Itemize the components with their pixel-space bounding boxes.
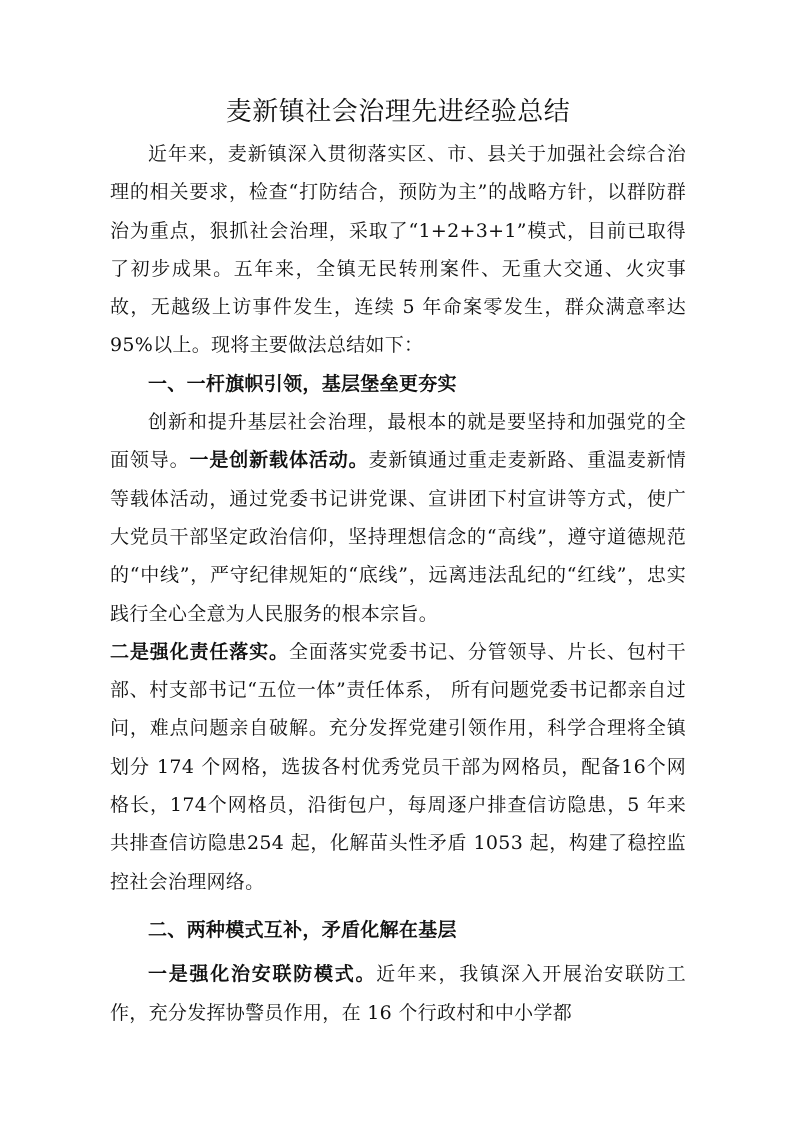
section-1-point-2-label: 二是强化责任落实。 [110, 640, 289, 663]
section-2-heading: 二、两种模式互补，矛盾化解在基层 [148, 918, 457, 941]
document-page [110, 92, 686, 1032]
intro-paragraph: 近年来，麦新镇深入贯彻落实区、市、县关于加强社会综合治理的相关要求，检查“打防结合，预防为主”的战略方针，以群防群治为重点，狠抓社会治理，采取了“1+2+3+1”模式，目前已取得了初步成果。五年来，全镇无民转刑案件、无重大交通、火灾事故，无越级上访事件发生，连续 5 年命案零发生，群众满意率达 95%以上。现将主要做法总结如下： [110, 143, 686, 357]
section-1-lead: 创新和提升基层社会治理，最根本的就是要坚持和加强党的全面领导。 [110, 411, 686, 472]
section-2-point-1-label: 一是强化治安联防模式。 [148, 963, 377, 986]
section-1-point-1-label: 一是创新载体活动。 [189, 449, 369, 472]
section-2-point-1-text: 近年来，我镇深入开展治安联防工作，充分发挥协警员作用，在 16 个行政村和中小学都 [110, 963, 686, 1024]
document-title: 麦新镇社会治理先进经验总结 [225, 97, 571, 127]
section-1-point-1-text: 麦新镇通过重走麦新路、重温麦新情等载体活动，通过党委书记讲党课、宣讲团下村宣讲等方式，使广大党员干部坚定政治信仰，坚持理想信念的“高线”，遵守道德规范的“中线”，严守纪律规矩的“底线”，远离违法乱纪的“红线”，忠实践行全心全意为人民服务的根本宗旨。 [110, 449, 686, 625]
section-1-paragraph [110, 403, 686, 901]
section-2-paragraph [110, 955, 686, 1032]
section-1-point-2-text: 全面落实党委书记、分管领导、片长、包村干部、村支部书记“五位一体”责任体系， 所有问题党委书记都亲自过问，难点问题亲自破解。充分发挥党建引领作用，科学合理将全镇划分 174 个网格，选拔各村优秀党员干部为网格员，配备16个网格长，174个网格员，沿街包户，每周逐户排查信访隐患，5 年来共排查信访隐患254 起，化解苗头性矛盾 1053 起，构建了稳控监控社会治理网络。 [110, 640, 686, 893]
section-1-heading: 一、一杆旗帜引领，基层堡垒更夯实 [148, 372, 457, 395]
